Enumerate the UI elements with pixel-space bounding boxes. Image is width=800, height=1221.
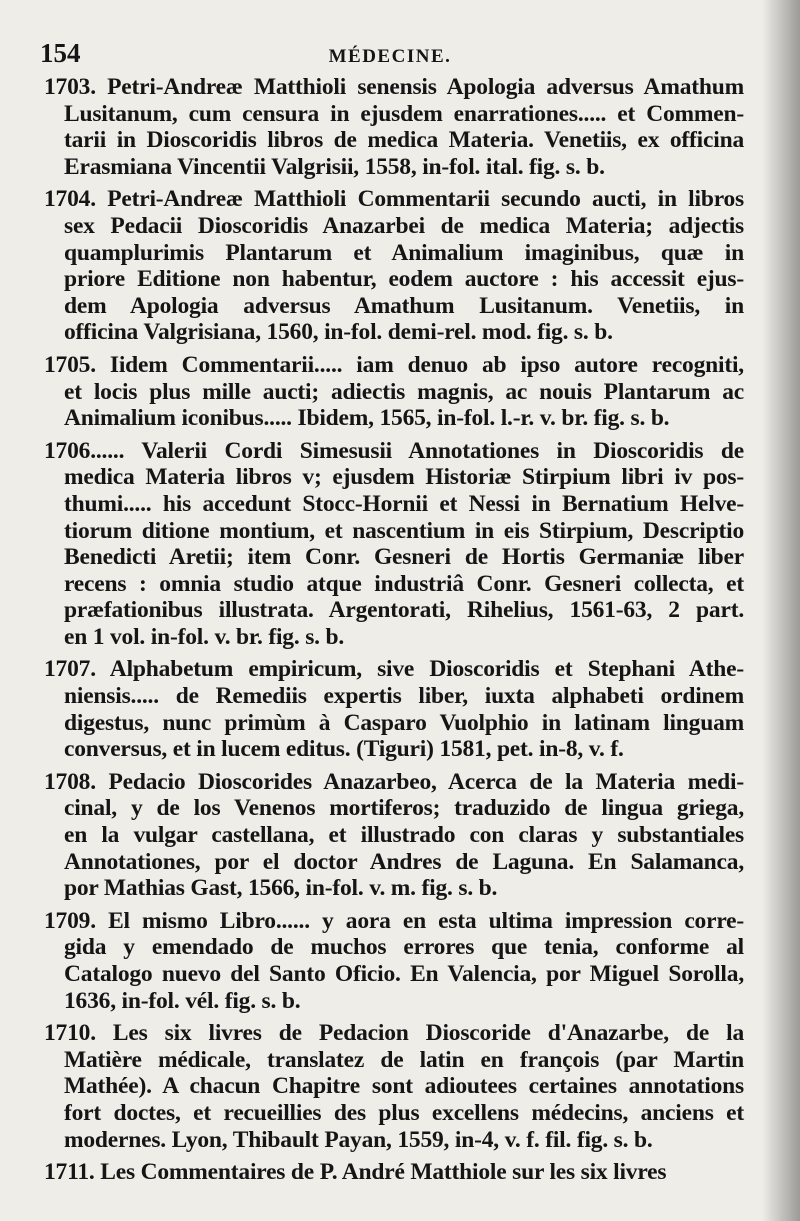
page-header (40, 38, 740, 78)
entry-line: cinal, y de los Venenos mortiferos; traduzido de lingua griega, (64, 795, 744, 822)
catalog-entry (44, 656, 744, 762)
catalog-entry (44, 74, 744, 180)
entry-first-line (44, 769, 744, 796)
entry-line: quamplurimis Plantarum et Animalium imaginibus, quæ in (64, 239, 744, 266)
entry-line: tarii in Dioscoridis libros de medica Materia. Venetiis, ex officina (64, 127, 744, 154)
entry-line: recens : omnia studio atque industriâ Conr. Gesneri collecta, et (64, 570, 744, 597)
entry-first-line (44, 74, 744, 101)
entry-line: gida y emendado de muchos errores que tenia, conforme al (64, 934, 744, 961)
entry-number: 1707. (44, 656, 96, 683)
entry-first-line (44, 186, 744, 213)
entry-first-line (44, 908, 744, 935)
entry-text: Alphabetum empiricum, sive Dioscoridis et Stephani Athe- (95, 656, 744, 683)
entry-line: Animalium iconibus..... Ibidem, 1565, in-fol. l.-r. v. br. fig. s. b. (64, 405, 670, 432)
entry-text: Iidem Commentarii..... iam denuo ab ipso autore recogniti, (95, 351, 744, 378)
catalog-entry (44, 1159, 744, 1186)
entry-line: Mathée). A chacun Chapitre sont adioutees certaines annotations (64, 1073, 744, 1100)
entry-number: 1709. (44, 907, 96, 934)
entry-line: digestus, nunc primùm à Casparo Vuolphio in latinam linguam (64, 709, 744, 736)
entry-first-line (44, 438, 744, 465)
entry-first-line (44, 1020, 744, 1047)
entry-text: El mismo Libro...... y aora en esta ultima impression corre- (95, 907, 744, 934)
entry-number: 1708. (44, 768, 96, 795)
entry-number: 1705. (44, 351, 96, 378)
entry-line: Matière médicale, translatez de latin en françois (par Martin (64, 1046, 744, 1073)
entry-line: Lusitanum, cum censura in ejusdem enarrationes..... et Commen- (64, 100, 744, 127)
entry-line: præfationibus illustrata. Argentorati, Rihelius, 1561-63, 2 part. (64, 597, 744, 624)
catalog-entry (44, 769, 744, 902)
entry-line: sex Pedacii Dioscoridis Anazarbei de medica Materia; adjectis (64, 212, 744, 239)
catalog-entry (44, 438, 744, 651)
entry-text: Les six livres de Pedacion Dioscoride d'Anazarbe, de la (95, 1020, 744, 1047)
entry-line: Annotationes, por el doctor Andres de Laguna. En Salamanca, (64, 848, 744, 875)
entry-text: Les Commentaires de P. André Matthiole sur les six livres (94, 1159, 667, 1186)
entry-text: Valerii Cordi Simesusii Annotationes in Dioscoridis de (124, 437, 744, 464)
entry-line: modernes. Lyon, Thibault Payan, 1559, in-4, v. f. fil. fig. s. b. (64, 1126, 653, 1153)
entry-number: 1703. (44, 74, 96, 100)
entry-number: 1711. (44, 1159, 95, 1186)
entry-line: dem Apologia adversus Amathum Lusitanum. Venetiis, in (64, 292, 744, 319)
entry-number: 1710. (44, 1020, 96, 1047)
entry-line: officina Valgrisiana, 1560, in-fol. demi-rel. mod. fig. s. b. (64, 319, 613, 346)
entry-line: conversus, et in lucem editus. (Tiguri) 1581, pet. in-8, v. f. (64, 736, 624, 763)
entry-line: Erasmiana Vincentii Valgrisii, 1558, in-fol. ital. fig. s. b. (64, 153, 605, 180)
catalog-entry (44, 1020, 744, 1153)
entry-text: Pedacio Dioscorides Anazarbeo, Acerca de la Materia medi- (95, 768, 744, 795)
entry-first-line (44, 1159, 744, 1186)
catalog-entry (44, 186, 744, 346)
entry-text: Petri-Andreæ Matthioli senensis Apologia adversus Amathum (95, 74, 744, 100)
entry-line: por Mathias Gast, 1566, in-fol. v. m. fig. s. b. (64, 875, 498, 902)
entry-number: 1706...... (44, 437, 125, 464)
entry-number: 1704. (44, 186, 96, 213)
entry-line: tiorum ditione montium, et nascentium in eis Stirpium, Descriptio (64, 517, 744, 544)
entry-line: Catalogo nuevo del Santo Oficio. En Valencia, por Miguel Sorolla, (64, 961, 744, 987)
entry-line: et locis plus mille aucti; adiectis magnis, ac nouis Plantarum ac (64, 378, 744, 405)
catalog-entry (44, 352, 744, 432)
entry-line: en 1 vol. in-fol. v. br. fig. s. b. (64, 623, 345, 650)
running-head: MÉDECINE. (328, 46, 452, 67)
entry-line: fort doctes, et recueillies des plus excellens médecins, anciens et (64, 1099, 744, 1126)
entry-line: en la vulgar castellana, et illustrado con claras y substantiales (64, 822, 744, 849)
entry-line: thumi..... his accedunt Stocc-Hornii et Nessi in Bernatium Helve- (64, 490, 744, 517)
catalog-entry (44, 908, 744, 1014)
entry-line: 1636, in-fol. vél. fig. s. b. (64, 987, 301, 1014)
entry-line: niensis..... de Remediis expertis liber, iuxta alphabeti ordinem (64, 683, 744, 710)
entry-text: Petri-Andreæ Matthioli Commentarii secundo aucti, in libros (95, 186, 744, 213)
page-edge-shadow (762, 0, 800, 1221)
entry-line: Benedicti Aretii; item Conr. Gesneri de Hortis Germaniæ liber (64, 544, 744, 571)
catalog-entries (44, 74, 744, 1192)
entry-line: medica Materia libros v; ejusdem Historiæ Stirpium libri iv pos- (64, 464, 744, 491)
page-number: 154 (40, 38, 81, 68)
entry-line: priore Editione non habentur, eodem auctore : his accessit ejus- (64, 266, 744, 293)
entry-first-line (44, 352, 744, 379)
entry-first-line (44, 656, 744, 683)
